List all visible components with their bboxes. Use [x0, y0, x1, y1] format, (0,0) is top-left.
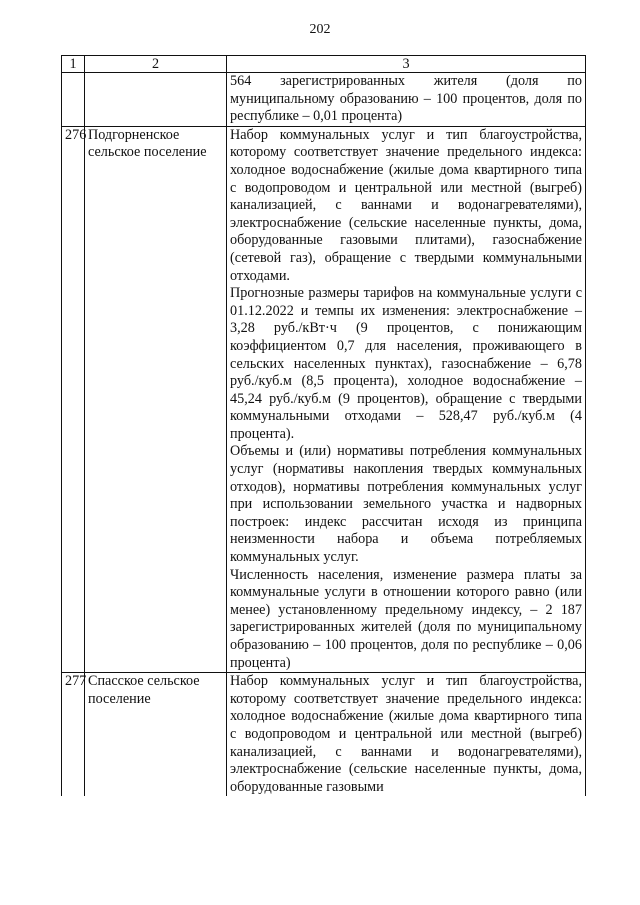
- table-header-row: [62, 56, 586, 73]
- row-description: [227, 73, 586, 127]
- page-number: 202: [309, 22, 331, 37]
- settlement-name: Подгорненское сельское поселение: [85, 126, 227, 672]
- row-number: 277: [62, 673, 85, 797]
- settlement-name: Спасское сельское поселение: [85, 673, 227, 797]
- table-row: [62, 673, 586, 797]
- table-row: [62, 126, 586, 672]
- paragraph: Набор коммунальных услуг и тип благоустройства, которому соответствует значение предельного индекса: холодное водоснабжение (жилые дома квартирного типа с водопроводом и центральной или местной (выгреб) канализацией, с ваннами и водонагревателями), электроснабжение (сельские населенные пункты, дома, оборудованные газовыми: [230, 673, 582, 795]
- row-number: 276: [62, 126, 85, 672]
- paragraph: 564 зарегистрированных жителя (доля по муниципальному образованию – 100 процентов, доля по республике – 0,01 процента): [230, 73, 582, 125]
- column-header: 2: [85, 56, 227, 73]
- row-description: [227, 673, 586, 797]
- paragraph: Прогнозные размеры тарифов на коммунальные услуги с 01.12.2022 и темпы их изменения: электроснабжение – 3,28 руб./кВт·ч (9 процентов, с понижающим коэффициентом 0,7 для населения, проживающего в сельских населенных пунктах), газоснабжение – 6,78 руб./куб.м (8,5 процента), холодное водоснабжение – 45,24 руб./куб.м (9 процентов), обращение с твердыми коммунальными отходами – 528,47 руб./куб.м (4 процента).: [230, 285, 582, 442]
- paragraph: Набор коммунальных услуг и тип благоустройства, которому соответствует значение предельного индекса: холодное водоснабжение (жилые дома квартирного типа с водопроводом и центральной или местной (выгреб) канализацией, с ваннами и водонагревателями), электроснабжение (сельские населенные пункты, дома, оборудованные газовыми плитами), газоснабжение (сетевой газ), обращение с твердыми коммунальными отходами.: [230, 126, 582, 284]
- column-header: 3: [227, 56, 586, 73]
- paragraph: Объемы и (или) нормативы потребления коммунальных услуг (нормативы накопления твердых коммунальных отходов), нормативы потребления коммунальных услуг при использовании земельного участка и надворных построек: индекс рассчитан исходя из принципа неизменности набора и объема потребляемых коммунальных услуг.: [230, 443, 582, 566]
- row-number: [62, 73, 85, 127]
- row-description: [227, 126, 586, 672]
- table-row: [62, 73, 586, 127]
- paragraph: Численность населения, изменение размера платы за коммунальные услуги в отношении которого равно (или менее) установленному предельному индексу, – 2 187 зарегистрированных жителей (доля по муниципальному образованию – 100 процентов, доля по республике – 0,06 процента): [230, 566, 582, 671]
- tariff-table: [61, 55, 586, 796]
- settlement-name: [85, 73, 227, 127]
- column-header: 1: [62, 56, 85, 73]
